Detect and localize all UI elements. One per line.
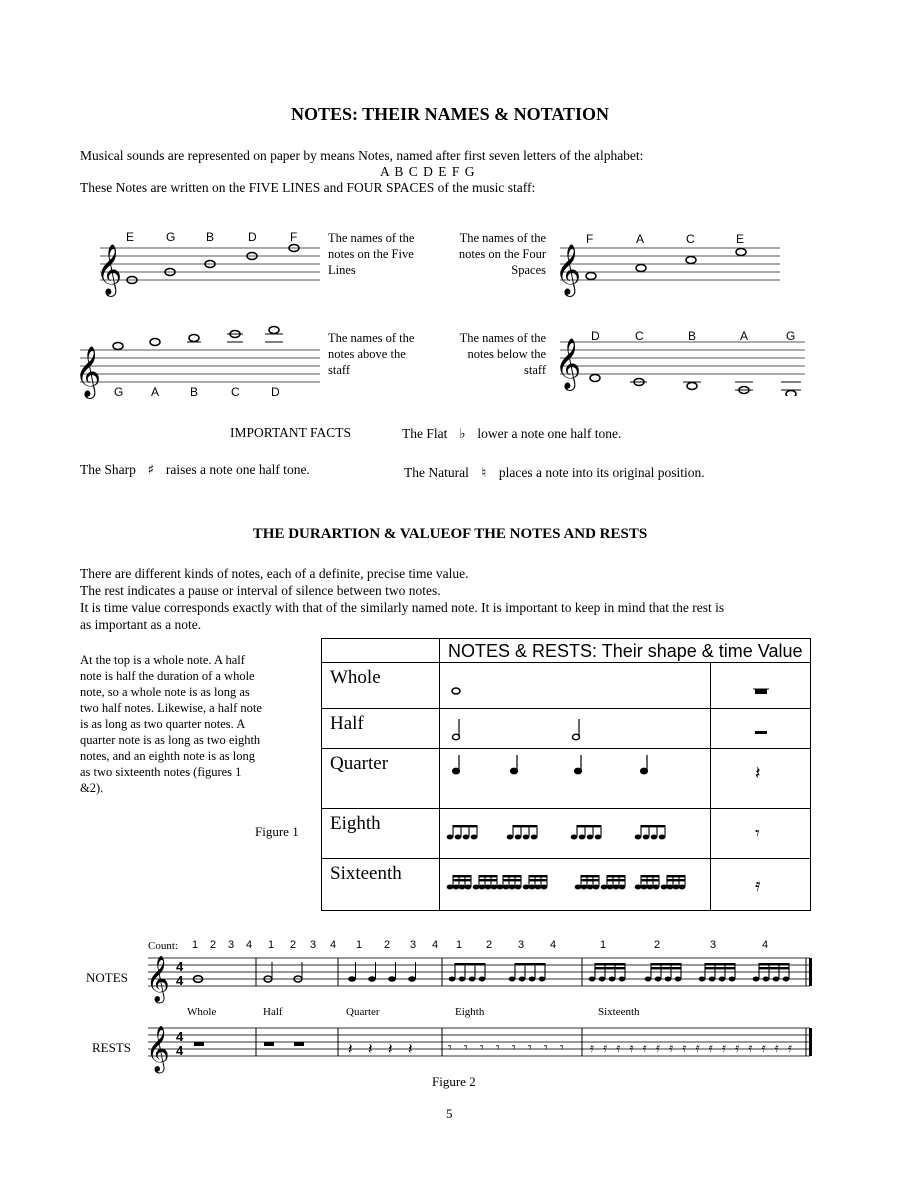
staff-line-notes xyxy=(90,228,330,298)
sixteenth-rest: 𝄿 xyxy=(682,1040,687,1055)
caption-below: The names of the notes below the staff xyxy=(459,331,546,377)
caption-spaces: The names of the notes on the Four Spaces xyxy=(458,231,546,277)
eighth-rest: 𝄾 xyxy=(528,1039,532,1055)
beamed-note-group xyxy=(447,875,472,890)
note-letter: C xyxy=(635,329,644,343)
time-signature: 4 xyxy=(176,1043,184,1058)
quarter-rest: 𝄽 xyxy=(408,1041,413,1058)
quarter-notes-icon xyxy=(440,749,700,803)
sixteenth-rest: 𝄿 xyxy=(695,1040,700,1055)
count-number: 3 xyxy=(518,939,525,951)
staff-space-notes xyxy=(555,228,785,298)
time-signature: 4 xyxy=(176,959,184,974)
label-half: Half xyxy=(263,1006,283,1018)
treble-clef-icon: 𝄞 xyxy=(555,245,582,294)
beamed-note-group xyxy=(497,875,522,890)
note-letter: B xyxy=(190,385,199,399)
section-heading: THE DURARTION & VALUEOF THE NOTES AND RESTS xyxy=(252,526,648,542)
sixteenth-notes-icon xyxy=(440,859,700,905)
count-number: 2 xyxy=(290,939,297,951)
eighth-rest: 𝄾 xyxy=(464,1039,468,1055)
beamed-note-group xyxy=(473,875,498,890)
eighth-rest-icon: 𝄾 xyxy=(755,823,760,843)
eighth-rest: 𝄾 xyxy=(496,1039,500,1055)
note-letter: A xyxy=(151,385,160,399)
rests-row-label: RESTS xyxy=(92,1040,132,1055)
treble-clef-icon: 𝄞 xyxy=(75,347,102,396)
eighth-rest: 𝄾 xyxy=(544,1039,548,1055)
label-quarter: Quarter xyxy=(346,1006,380,1018)
count-number: 4 xyxy=(550,939,557,951)
staff-below-notes xyxy=(555,326,810,396)
page-title: NOTES: THEIR NAMES & NOTATION xyxy=(290,104,610,124)
note-letter: G xyxy=(786,329,796,343)
beamed-note-group xyxy=(601,875,626,890)
beamed-note-group xyxy=(575,875,600,890)
count-number: 1 xyxy=(456,939,463,951)
duration-p2: The rest indicates a pause or interval of silence between two notes. xyxy=(80,583,441,598)
count-number: 4 xyxy=(246,939,253,951)
eighth-rest: 𝄾 xyxy=(560,1039,564,1055)
note-letter: E xyxy=(736,232,745,246)
quarter-note xyxy=(408,976,416,982)
alphabet-line: A B C D E F G xyxy=(380,164,475,179)
eighth-rest: 𝄾 xyxy=(512,1039,516,1055)
treble-clef-icon: 𝄞 xyxy=(146,1027,170,1071)
notes-rests-table xyxy=(321,638,811,911)
note-letter: G xyxy=(114,385,124,399)
beamed-note-group xyxy=(661,875,686,890)
whole-rest-icon xyxy=(755,689,767,694)
sixteenth-rest: 𝄿 xyxy=(603,1040,608,1055)
eighth-notes-icon xyxy=(440,809,700,853)
count-number: 1 xyxy=(192,939,199,951)
sixteenth-rest: 𝄿 xyxy=(669,1040,674,1055)
count-number: 4 xyxy=(432,939,439,951)
label-sixteenth: Sixteenth xyxy=(598,1006,640,1018)
treble-clef-icon: 𝄞 xyxy=(96,245,123,294)
duration-p4: as important as a note. xyxy=(80,617,202,632)
intro-line-1: Musical sounds are represented on paper by means Notes, named after first seven letters of the alphabet: xyxy=(80,148,644,163)
figure-2-caption: Figure 2 xyxy=(432,1074,476,1089)
count-number: 2 xyxy=(486,939,493,951)
sixteenth-rest: 𝄿 xyxy=(590,1040,594,1055)
duration-p3: It is time value corresponds exactly with that of the similarly named note. It is important to keep in mind that the rest is xyxy=(80,600,725,615)
table-row: Half xyxy=(322,709,811,749)
eighth-rest: 𝄾 xyxy=(480,1039,484,1055)
sixteenth-rest: 𝄿 xyxy=(642,1040,647,1055)
count-number: 3 xyxy=(228,939,235,951)
count-label: Count: xyxy=(148,940,178,952)
note-letter: C xyxy=(231,385,240,399)
sixteenth-rest: 𝄿 xyxy=(616,1040,621,1055)
sixteenth-rest: 𝄿 xyxy=(735,1040,740,1055)
flat-fact: The Flat ♭ lower a note one half tone. xyxy=(402,426,622,442)
table-row: Quarter 𝄽 xyxy=(322,749,811,809)
duration-p1: There are different kinds of notes, each of a definite, precise time value. xyxy=(80,566,469,581)
count-number: 2 xyxy=(654,939,661,951)
quarter-rest: 𝄽 xyxy=(368,1041,373,1058)
count-number: 4 xyxy=(762,939,769,951)
sixteenth-rest: 𝄿 xyxy=(708,1040,713,1055)
sixteenth-rest: 𝄿 xyxy=(629,1040,634,1055)
note-letter: F xyxy=(290,230,298,244)
count-number: 1 xyxy=(268,939,275,951)
table-row: Whole xyxy=(322,663,811,709)
count-number: 3 xyxy=(310,939,317,951)
notes-row-label: NOTES xyxy=(86,970,128,985)
sixteenth-rest: 𝄿 xyxy=(656,1040,660,1055)
page-number: 5 xyxy=(446,1106,453,1121)
beamed-note-group xyxy=(523,875,548,890)
note-letter: A xyxy=(636,232,645,246)
half-notes-icon xyxy=(440,709,700,743)
beamed-note-group xyxy=(507,825,538,840)
sixteenth-rest: 𝄿 xyxy=(748,1040,753,1055)
half-rest-icon xyxy=(755,731,767,734)
sixteenth-rest: 𝄿 xyxy=(788,1040,792,1055)
count-number: 2 xyxy=(384,939,391,951)
beamed-note-group xyxy=(635,825,666,840)
quarter-note xyxy=(368,976,376,982)
beamed-note-group xyxy=(635,875,660,890)
note-letter: E xyxy=(126,230,135,244)
count-number: 3 xyxy=(710,939,717,951)
count-number: 2 xyxy=(210,939,217,951)
time-signature: 4 xyxy=(176,1029,184,1044)
staff-above-notes xyxy=(75,322,325,400)
sharp-icon: ♯ xyxy=(147,462,155,478)
whole-rest xyxy=(194,1042,204,1046)
figure-2 xyxy=(0,936,900,1076)
quarter-rest-icon: 𝄽 xyxy=(755,763,761,783)
treble-clef-icon: 𝄞 xyxy=(146,957,170,1001)
caption-above: The names of the notes above the staff xyxy=(328,331,415,377)
note-letter: G xyxy=(166,230,176,244)
time-signature: 4 xyxy=(176,973,184,988)
beamed-note-group xyxy=(447,825,478,840)
half-rest xyxy=(294,1042,304,1046)
caption-lines: The names of the notes on the Five Lines xyxy=(328,231,415,277)
sixteenth-rest-icon: 𝄿 xyxy=(755,875,761,895)
note-letter: F xyxy=(586,232,594,246)
label-eighth: Eighth xyxy=(455,1006,485,1018)
note-letter: B xyxy=(688,329,697,343)
label-whole: Whole xyxy=(187,1006,217,1018)
note-letter: D xyxy=(271,385,280,399)
beamed-note-group xyxy=(571,825,602,840)
sharp-fact: The Sharp ♯ raises a note one half tone. xyxy=(80,462,310,478)
note-letter: D xyxy=(591,329,600,343)
sixteenth-rest: 𝄿 xyxy=(722,1040,726,1055)
count-number: 1 xyxy=(600,939,607,951)
note-letter: D xyxy=(248,230,257,244)
note-letter: A xyxy=(740,329,749,343)
flat-icon: ♭ xyxy=(459,426,466,442)
whole-note-icon xyxy=(452,688,460,694)
facts-heading: IMPORTANT FACTS xyxy=(230,425,352,440)
treble-clef-icon: 𝄞 xyxy=(555,339,582,388)
side-text: At the top is a whole note. A half note is half the duration of a whole note, so a whole note is as long as two half notes. Likewise, a half note is as long as two quarter notes. A quarter note is as long as two eighth notes, and an eighth note is as long as two sixteenth notes (figures 1 &2). xyxy=(80,653,262,795)
sixteenth-rest: 𝄿 xyxy=(774,1040,779,1055)
natural-icon: ♮ xyxy=(481,465,487,481)
half-rest xyxy=(264,1042,274,1046)
eighth-rest: 𝄾 xyxy=(448,1039,452,1055)
note-letter: B xyxy=(206,230,215,244)
figure-1-caption: Figure 1 xyxy=(255,824,299,839)
intro-line-2: These Notes are written on the FIVE LINES and FOUR SPACES of the music staff: xyxy=(80,180,536,195)
count-number: 3 xyxy=(410,939,417,951)
sixteenth-rest: 𝄿 xyxy=(761,1040,766,1055)
quarter-rest: 𝄽 xyxy=(348,1041,353,1058)
natural-fact: The Natural ♮ places a note into its original position. xyxy=(404,465,705,481)
note-letter: C xyxy=(686,232,695,246)
quarter-rest: 𝄽 xyxy=(388,1041,393,1058)
count-number: 1 xyxy=(356,939,363,951)
table-header: NOTES & RESTS: Their shape & time Value xyxy=(440,639,811,663)
table-row: Sixteenth 𝄿 xyxy=(322,859,811,911)
quarter-note xyxy=(388,976,396,982)
table-row: Eighth 𝄾 xyxy=(322,809,811,859)
quarter-note xyxy=(348,976,356,982)
count-number: 4 xyxy=(330,939,337,951)
